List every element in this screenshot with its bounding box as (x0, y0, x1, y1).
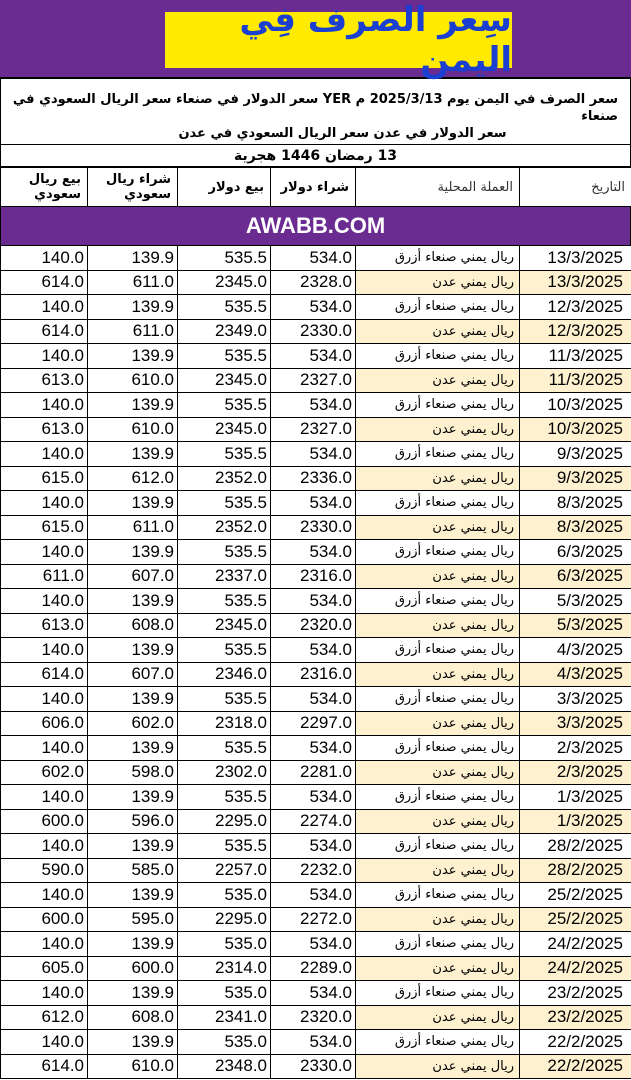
sell-sar-cell: 140.0 (1, 540, 88, 565)
sell-usd-cell: 2349.0 (178, 319, 271, 344)
sell-usd-cell: 2345.0 (178, 417, 271, 442)
date-cell: 25/2/2025 (520, 883, 631, 908)
sell-usd-cell: 2257.0 (178, 858, 271, 883)
buy-sar-cell: 596.0 (88, 809, 178, 834)
date-cell: 22/2/2025 (520, 1054, 631, 1079)
buy-usd-cell: 534.0 (271, 246, 356, 271)
title-banner (0, 0, 631, 79)
currency-cell: ريال يمني صنعاء أزرق (356, 638, 520, 663)
date-cell: 28/2/2025 (520, 834, 631, 859)
table-header (0, 167, 631, 207)
buy-sar-cell: 139.9 (88, 589, 178, 614)
buy-usd-cell: 534.0 (271, 295, 356, 320)
table-row (1, 760, 631, 785)
currency-cell: ريال يمني عدن (356, 662, 520, 687)
sell-sar-cell: 140.0 (1, 393, 88, 418)
buy-sar-cell: 139.9 (88, 1030, 178, 1055)
currency-cell: ريال يمني عدن (356, 564, 520, 589)
table-row (1, 932, 631, 957)
sell-sar-cell: 140.0 (1, 785, 88, 810)
sell-sar-cell: 614.0 (1, 319, 88, 344)
sell-sar-cell: 615.0 (1, 466, 88, 491)
currency-cell: ريال يمني صنعاء أزرق (356, 981, 520, 1006)
sell-usd-cell: 2318.0 (178, 711, 271, 736)
date-cell: 9/3/2025 (520, 466, 631, 491)
rates-table (0, 245, 631, 1079)
currency-cell: ريال يمني عدن (356, 515, 520, 540)
header-currency: العملة المحلية (356, 168, 520, 207)
sell-sar-cell: 600.0 (1, 907, 88, 932)
buy-usd-cell: 534.0 (271, 736, 356, 761)
sell-sar-cell: 605.0 (1, 956, 88, 981)
sell-sar-cell: 140.0 (1, 246, 88, 271)
buy-usd-cell: 2330.0 (271, 515, 356, 540)
buy-sar-cell: 139.9 (88, 981, 178, 1006)
buy-usd-cell: 2316.0 (271, 662, 356, 687)
buy-usd-cell: 534.0 (271, 540, 356, 565)
currency-cell: ريال يمني صنعاء أزرق (356, 442, 520, 467)
sell-sar-cell: 590.0 (1, 858, 88, 883)
table-row (1, 1005, 631, 1030)
buy-usd-cell: 2336.0 (271, 466, 356, 491)
currency-cell: ريال يمني عدن (356, 711, 520, 736)
sell-usd-cell: 2295.0 (178, 907, 271, 932)
buy-usd-cell: 2328.0 (271, 270, 356, 295)
date-cell: 4/3/2025 (520, 638, 631, 663)
buy-usd-cell: 2281.0 (271, 760, 356, 785)
currency-cell: ريال يمني عدن (356, 368, 520, 393)
buy-sar-cell: 610.0 (88, 417, 178, 442)
sell-sar-cell: 140.0 (1, 589, 88, 614)
buy-sar-cell: 139.9 (88, 246, 178, 271)
currency-cell: ريال يمني عدن (356, 270, 520, 295)
buy-sar-cell: 607.0 (88, 564, 178, 589)
date-cell: 9/3/2025 (520, 442, 631, 467)
currency-cell: ريال يمني عدن (356, 417, 520, 442)
table-row (1, 638, 631, 663)
currency-cell: ريال يمني صنعاء أزرق (356, 540, 520, 565)
date-cell: 11/3/2025 (520, 344, 631, 369)
sell-usd-cell: 2352.0 (178, 466, 271, 491)
sell-usd-cell: 535.0 (178, 1030, 271, 1055)
date-cell: 13/3/2025 (520, 270, 631, 295)
header-sell-sar: بيع ريال سعودي (1, 168, 88, 207)
buy-sar-cell: 139.9 (88, 442, 178, 467)
buy-sar-cell: 139.9 (88, 883, 178, 908)
buy-sar-cell: 611.0 (88, 270, 178, 295)
sell-usd-cell: 2345.0 (178, 368, 271, 393)
sell-sar-cell: 606.0 (1, 711, 88, 736)
table-row (1, 295, 631, 320)
sell-sar-cell: 611.0 (1, 564, 88, 589)
buy-usd-cell: 2330.0 (271, 1054, 356, 1079)
table-row (1, 981, 631, 1006)
sell-usd-cell: 2295.0 (178, 809, 271, 834)
table-row (1, 540, 631, 565)
sell-usd-cell: 535.5 (178, 442, 271, 467)
buy-usd-cell: 2327.0 (271, 417, 356, 442)
buy-usd-cell: 2297.0 (271, 711, 356, 736)
buy-usd-cell: 534.0 (271, 344, 356, 369)
currency-cell: ريال يمني صنعاء أزرق (356, 834, 520, 859)
buy-sar-cell: 600.0 (88, 956, 178, 981)
buy-sar-cell: 610.0 (88, 1054, 178, 1079)
sell-sar-cell: 140.0 (1, 736, 88, 761)
currency-cell: ريال يمني صنعاء أزرق (356, 344, 520, 369)
table-row (1, 1030, 631, 1055)
hijri-date: 13 رمضان 1446 هجرية (0, 145, 631, 167)
sell-sar-cell: 613.0 (1, 368, 88, 393)
buy-sar-cell: 585.0 (88, 858, 178, 883)
buy-usd-cell: 2327.0 (271, 368, 356, 393)
date-cell: 11/3/2025 (520, 368, 631, 393)
currency-cell: ريال يمني صنعاء أزرق (356, 1030, 520, 1055)
currency-cell: ريال يمني عدن (356, 1005, 520, 1030)
table-row (1, 687, 631, 712)
buy-usd-cell: 534.0 (271, 834, 356, 859)
buy-sar-cell: 608.0 (88, 1005, 178, 1030)
date-cell: 23/2/2025 (520, 981, 631, 1006)
table-row (1, 711, 631, 736)
currency-cell: ريال يمني صنعاء أزرق (356, 932, 520, 957)
date-cell: 10/3/2025 (520, 417, 631, 442)
date-cell: 5/3/2025 (520, 589, 631, 614)
date-cell: 10/3/2025 (520, 393, 631, 418)
currency-cell: ريال يمني صنعاء أزرق (356, 687, 520, 712)
table-row (1, 613, 631, 638)
currency-cell: ريال يمني عدن (356, 613, 520, 638)
date-cell: 2/3/2025 (520, 760, 631, 785)
table-row (1, 466, 631, 491)
buy-sar-cell: 139.9 (88, 344, 178, 369)
sell-sar-cell: 140.0 (1, 295, 88, 320)
buy-sar-cell: 595.0 (88, 907, 178, 932)
currency-cell: ريال يمني صنعاء أزرق (356, 491, 520, 516)
date-cell: 12/3/2025 (520, 319, 631, 344)
date-cell: 24/2/2025 (520, 932, 631, 957)
intro-text (0, 79, 631, 145)
table-row (1, 246, 631, 271)
buy-usd-cell: 2316.0 (271, 564, 356, 589)
table-row (1, 564, 631, 589)
currency-cell: ريال يمني صنعاء أزرق (356, 785, 520, 810)
buy-sar-cell: 610.0 (88, 368, 178, 393)
sell-usd-cell: 535.5 (178, 491, 271, 516)
currency-cell: ريال يمني عدن (356, 466, 520, 491)
buy-usd-cell: 2232.0 (271, 858, 356, 883)
buy-usd-cell: 534.0 (271, 883, 356, 908)
date-cell: 1/3/2025 (520, 785, 631, 810)
buy-sar-cell: 612.0 (88, 466, 178, 491)
currency-cell: ريال يمني صنعاء أزرق (356, 295, 520, 320)
sell-usd-cell: 535.5 (178, 687, 271, 712)
table-row (1, 809, 631, 834)
buy-sar-cell: 139.9 (88, 540, 178, 565)
sell-sar-cell: 614.0 (1, 270, 88, 295)
buy-usd-cell: 534.0 (271, 785, 356, 810)
sell-usd-cell: 535.5 (178, 540, 271, 565)
sell-sar-cell: 140.0 (1, 687, 88, 712)
sell-sar-cell: 140.0 (1, 491, 88, 516)
sell-sar-cell: 140.0 (1, 981, 88, 1006)
sell-usd-cell: 2341.0 (178, 1005, 271, 1030)
buy-usd-cell: 534.0 (271, 981, 356, 1006)
sell-usd-cell: 2346.0 (178, 662, 271, 687)
sell-sar-cell: 140.0 (1, 344, 88, 369)
sell-usd-cell: 2352.0 (178, 515, 271, 540)
buy-usd-cell: 534.0 (271, 393, 356, 418)
buy-usd-cell: 2289.0 (271, 956, 356, 981)
sell-usd-cell: 535.5 (178, 736, 271, 761)
buy-sar-cell: 139.9 (88, 834, 178, 859)
date-cell: 3/3/2025 (520, 687, 631, 712)
header-buy-usd: شراء دولار (271, 168, 356, 207)
sell-usd-cell: 2348.0 (178, 1054, 271, 1079)
buy-usd-cell: 534.0 (271, 589, 356, 614)
currency-cell: ريال يمني صنعاء أزرق (356, 393, 520, 418)
sell-usd-cell: 2302.0 (178, 760, 271, 785)
buy-sar-cell: 139.9 (88, 638, 178, 663)
table-row (1, 344, 631, 369)
table-row (1, 417, 631, 442)
table-row (1, 515, 631, 540)
date-cell: 28/2/2025 (520, 858, 631, 883)
sell-sar-cell: 600.0 (1, 809, 88, 834)
table-row (1, 662, 631, 687)
table-row (1, 393, 631, 418)
date-cell: 25/2/2025 (520, 907, 631, 932)
buy-sar-cell: 139.9 (88, 393, 178, 418)
sell-sar-cell: 140.0 (1, 834, 88, 859)
table-row (1, 491, 631, 516)
sell-sar-cell: 140.0 (1, 932, 88, 957)
table-row (1, 736, 631, 761)
date-cell: 22/2/2025 (520, 1030, 631, 1055)
date-cell: 3/3/2025 (520, 711, 631, 736)
header-sell-usd: بيع دولار (178, 168, 271, 207)
buy-usd-cell: 2330.0 (271, 319, 356, 344)
table-row (1, 589, 631, 614)
currency-cell: ريال يمني صنعاء أزرق (356, 589, 520, 614)
sell-usd-cell: 535.5 (178, 295, 271, 320)
header-date: التاريخ (520, 168, 631, 207)
currency-cell: ريال يمني عدن (356, 956, 520, 981)
buy-sar-cell: 611.0 (88, 515, 178, 540)
buy-usd-cell: 534.0 (271, 491, 356, 516)
header-buy-sar: شراء ريال سعودي (88, 168, 178, 207)
date-cell: 24/2/2025 (520, 956, 631, 981)
sell-sar-cell: 614.0 (1, 1054, 88, 1079)
buy-sar-cell: 602.0 (88, 711, 178, 736)
table-row (1, 907, 631, 932)
table-row (1, 1054, 631, 1079)
buy-usd-cell: 534.0 (271, 1030, 356, 1055)
sell-usd-cell: 535.5 (178, 393, 271, 418)
table-row (1, 858, 631, 883)
sell-sar-cell: 613.0 (1, 613, 88, 638)
currency-cell: ريال يمني عدن (356, 907, 520, 932)
date-cell: 1/3/2025 (520, 809, 631, 834)
buy-usd-cell: 2320.0 (271, 1005, 356, 1030)
table-row (1, 368, 631, 393)
sell-sar-cell: 615.0 (1, 515, 88, 540)
date-cell: 13/3/2025 (520, 246, 631, 271)
currency-cell: ريال يمني عدن (356, 760, 520, 785)
table-row (1, 785, 631, 810)
sell-usd-cell: 535.5 (178, 589, 271, 614)
currency-cell: ريال يمني صنعاء أزرق (356, 883, 520, 908)
buy-sar-cell: 139.9 (88, 932, 178, 957)
intro-line-2: سعر الدولار في عدن سعر الريال السعودي في عدن (178, 126, 507, 141)
table-row (1, 834, 631, 859)
sell-usd-cell: 2337.0 (178, 564, 271, 589)
date-cell: 8/3/2025 (520, 515, 631, 540)
sell-usd-cell: 535.0 (178, 932, 271, 957)
buy-sar-cell: 139.9 (88, 785, 178, 810)
sell-usd-cell: 535.0 (178, 981, 271, 1006)
buy-sar-cell: 139.9 (88, 491, 178, 516)
date-cell: 4/3/2025 (520, 662, 631, 687)
table-row (1, 883, 631, 908)
sell-usd-cell: 535.5 (178, 638, 271, 663)
sell-usd-cell: 2345.0 (178, 613, 271, 638)
table-row (1, 319, 631, 344)
buy-usd-cell: 534.0 (271, 638, 356, 663)
buy-usd-cell: 534.0 (271, 932, 356, 957)
currency-cell: ريال يمني عدن (356, 1054, 520, 1079)
buy-sar-cell: 139.9 (88, 736, 178, 761)
site-banner: AWABB.COM (0, 207, 631, 245)
sell-usd-cell: 535.0 (178, 883, 271, 908)
buy-usd-cell: 2320.0 (271, 613, 356, 638)
sell-sar-cell: 614.0 (1, 662, 88, 687)
sell-usd-cell: 535.5 (178, 785, 271, 810)
sell-sar-cell: 140.0 (1, 442, 88, 467)
buy-usd-cell: 2272.0 (271, 907, 356, 932)
sell-sar-cell: 140.0 (1, 1030, 88, 1055)
sell-sar-cell: 602.0 (1, 760, 88, 785)
date-cell: 6/3/2025 (520, 564, 631, 589)
date-cell: 12/3/2025 (520, 295, 631, 320)
date-cell: 2/3/2025 (520, 736, 631, 761)
table-row (1, 956, 631, 981)
table-row (1, 270, 631, 295)
sell-usd-cell: 535.5 (178, 246, 271, 271)
buy-usd-cell: 534.0 (271, 687, 356, 712)
currency-cell: ريال يمني صنعاء أزرق (356, 736, 520, 761)
date-cell: 6/3/2025 (520, 540, 631, 565)
currency-cell: ريال يمني عدن (356, 319, 520, 344)
buy-usd-cell: 534.0 (271, 442, 356, 467)
buy-sar-cell: 139.9 (88, 295, 178, 320)
intro-line-1: سعر الصرف في اليمن يوم 2025/3/13 م YER سعر الدولار في صنعاء سعر الريال السعودي في صنعاء (12, 92, 618, 124)
sell-usd-cell: 535.5 (178, 834, 271, 859)
buy-sar-cell: 608.0 (88, 613, 178, 638)
currency-cell: ريال يمني عدن (356, 809, 520, 834)
buy-sar-cell: 611.0 (88, 319, 178, 344)
table-row (1, 442, 631, 467)
sell-usd-cell: 2345.0 (178, 270, 271, 295)
buy-usd-cell: 2274.0 (271, 809, 356, 834)
currency-cell: ريال يمني عدن (356, 858, 520, 883)
date-cell: 5/3/2025 (520, 613, 631, 638)
page-title: سِعر الصرف فِي اليمن (165, 12, 512, 68)
currency-cell: ريال يمني صنعاء أزرق (356, 246, 520, 271)
sell-sar-cell: 613.0 (1, 417, 88, 442)
sell-usd-cell: 535.5 (178, 344, 271, 369)
sell-sar-cell: 140.0 (1, 638, 88, 663)
buy-sar-cell: 607.0 (88, 662, 178, 687)
buy-sar-cell: 139.9 (88, 687, 178, 712)
date-cell: 8/3/2025 (520, 491, 631, 516)
sell-usd-cell: 2314.0 (178, 956, 271, 981)
date-cell: 23/2/2025 (520, 1005, 631, 1030)
sell-sar-cell: 140.0 (1, 883, 88, 908)
buy-sar-cell: 598.0 (88, 760, 178, 785)
sell-sar-cell: 612.0 (1, 1005, 88, 1030)
